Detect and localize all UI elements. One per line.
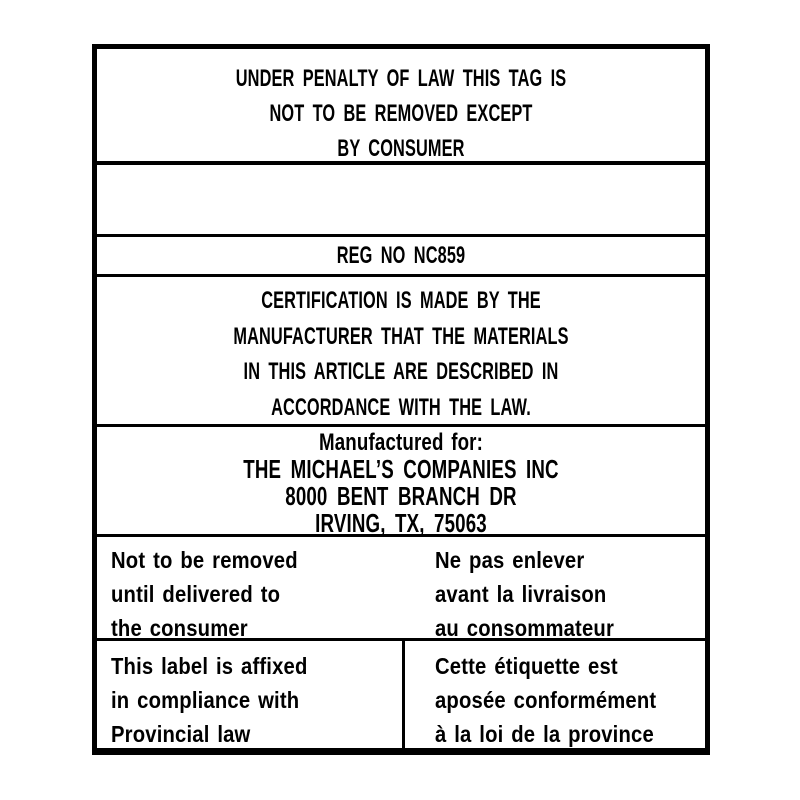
- certification-section: [97, 277, 705, 427]
- law-tag-label: [92, 44, 710, 755]
- compliance-notice-english: [97, 641, 405, 748]
- manufacturer-name: THE MICHAEL’S COMPANIES INC: [243, 454, 559, 484]
- penalty-warning-line-1: UNDER PENALTY OF LAW THIS TAG IS: [235, 65, 567, 92]
- certification-line-3: IN THIS ARTICLE ARE DESCRIBED IN: [243, 358, 559, 385]
- compliance-notice-fr-line-2: aposée conformément: [435, 687, 657, 713]
- removal-notice-en-line-1: Not to be removed: [111, 547, 298, 573]
- compliance-notice-fr-line-3: à la loi de la province: [435, 721, 654, 747]
- removal-notice-en-line-3: the consumer: [111, 615, 248, 641]
- compliance-notice-en-line-1: This label is affixed: [111, 653, 308, 679]
- manufactured-for-title: Manufactured for:: [318, 429, 484, 456]
- manufacturer-city: IRVING, TX, 75063: [315, 508, 487, 538]
- manufacturer-street: 8000 BENT BRANCH DR: [285, 481, 517, 511]
- removal-notice-fr-line-3: au consommateur: [435, 615, 614, 641]
- removal-notice-section: [97, 537, 705, 641]
- reg-number: REG NO NC859: [336, 241, 466, 269]
- certification-line-2: MANUFACTURER THAT THE MATERIALS: [233, 322, 569, 350]
- compliance-notice-section: [97, 641, 705, 748]
- manufactured-for-section: [97, 427, 705, 537]
- penalty-warning-line-2: NOT TO BE REMOVED EXCEPT: [269, 100, 533, 127]
- compliance-notice-en-line-3: Provincial law: [111, 721, 251, 747]
- penalty-warning-line-3: BY CONSUMER: [337, 135, 465, 162]
- compliance-notice-en-line-2: in compliance with: [111, 687, 300, 713]
- compliance-notice-fr-line-1: Cette étiquette est: [435, 653, 618, 679]
- reg-number-section: [97, 237, 705, 277]
- blank-content-row: [97, 165, 705, 237]
- penalty-warning-section: [97, 49, 705, 165]
- certification-line-4: ACCORDANCE WITH THE LAW.: [271, 393, 531, 421]
- removal-notice-en-line-2: until delivered to: [111, 581, 281, 607]
- compliance-notice-french: [405, 641, 705, 748]
- removal-notice-french: [405, 537, 705, 641]
- removal-notice-fr-line-2: avant la livraison: [435, 581, 607, 607]
- removal-notice-fr-line-1: Ne pas enlever: [435, 547, 585, 573]
- certification-line-1: CERTIFICATION IS MADE BY THE: [261, 287, 541, 314]
- removal-notice-english: [97, 537, 405, 641]
